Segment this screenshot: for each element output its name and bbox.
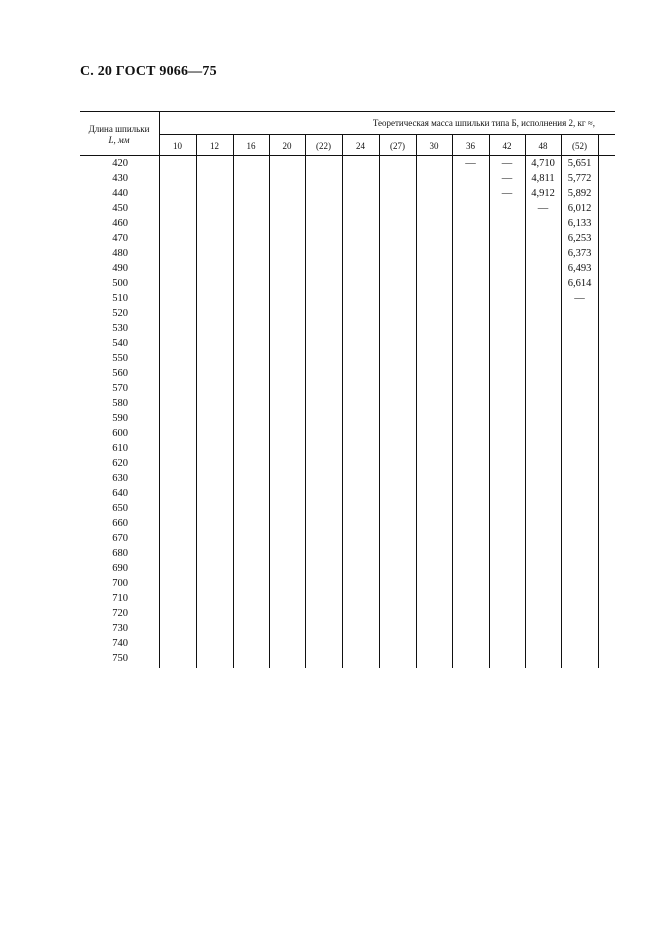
- column-rule: [598, 134, 599, 668]
- column-header: 48: [538, 141, 548, 151]
- row-length-label: 640: [112, 488, 128, 499]
- row-length-label: 500: [112, 278, 128, 289]
- row-length-label: 430: [112, 173, 128, 184]
- row-length-label: 550: [112, 353, 128, 364]
- row-length-label: 570: [112, 383, 128, 394]
- column-rule: [159, 111, 160, 668]
- row-length-label: 480: [112, 248, 128, 259]
- row-length-label: 730: [112, 623, 128, 634]
- row-length-label: 490: [112, 263, 128, 274]
- table-cell: 6,133: [567, 218, 592, 229]
- column-rule: [452, 134, 453, 668]
- row-length-label: 630: [112, 473, 128, 484]
- column-rule: [342, 134, 343, 668]
- page-header: С. 20 ГОСТ 9066—75: [80, 64, 217, 79]
- row-length-label: 530: [112, 323, 128, 334]
- header-bottom-rule: [80, 155, 615, 156]
- table-cell: 4,811: [531, 173, 555, 184]
- row-length-label: 680: [112, 548, 128, 559]
- column-rule: [525, 134, 526, 668]
- column-rule: [269, 134, 270, 668]
- row-length-label: 600: [112, 428, 128, 439]
- row-header-line2: L, мм: [108, 135, 130, 145]
- row-length-label: 650: [112, 503, 128, 514]
- row-length-label: 610: [112, 443, 128, 454]
- table-cell: —: [501, 158, 513, 169]
- row-length-label: 690: [112, 563, 128, 574]
- row-length-label: 660: [112, 518, 128, 529]
- row-length-label: 620: [112, 458, 128, 469]
- table-cell: —: [537, 203, 549, 214]
- table-cell: 6,012: [567, 203, 592, 214]
- table-top-rule: [80, 111, 615, 112]
- row-length-label: 450: [112, 203, 128, 214]
- column-header: (52): [572, 141, 587, 151]
- row-length-label: 580: [112, 398, 128, 409]
- row-length-label: 720: [112, 608, 128, 619]
- row-length-label: 750: [112, 653, 128, 664]
- column-header: 24: [356, 141, 365, 151]
- column-header: 12: [210, 141, 219, 151]
- column-rule: [196, 134, 197, 668]
- table-cell: —: [501, 173, 513, 184]
- row-length-label: 520: [112, 308, 128, 319]
- column-header: 10: [173, 141, 182, 151]
- table-cell: 5,892: [567, 188, 592, 199]
- column-rule: [561, 134, 562, 668]
- table-cell: —: [574, 293, 585, 304]
- row-length-label: 470: [112, 233, 128, 244]
- table-cell: 4,710: [531, 158, 555, 169]
- column-rule: [233, 134, 234, 668]
- row-length-label: 510: [112, 293, 128, 304]
- row-length-label: 420: [112, 158, 128, 169]
- table-cell: —: [465, 158, 476, 169]
- row-length-label: 560: [112, 368, 128, 379]
- table-cell: 6,493: [567, 263, 592, 274]
- group-header: Теоретическая масса шпильки типа Б, исполнения 2, кг ≈,: [372, 118, 595, 128]
- column-header: 16: [246, 141, 256, 151]
- row-header-line1: Длина шпильки: [88, 124, 150, 134]
- table-cell: 6,373: [567, 248, 592, 259]
- row-length-label: 700: [112, 578, 128, 589]
- column-header: 42: [502, 141, 512, 151]
- column-rule: [416, 134, 417, 668]
- column-header: 20: [282, 141, 292, 151]
- table-cell: 6,614: [567, 278, 592, 289]
- table-cell: 5,651: [567, 158, 592, 169]
- row-length-label: 740: [112, 638, 128, 649]
- column-header: (22): [316, 141, 331, 151]
- column-rule: [379, 134, 380, 668]
- table-cell: 6,253: [567, 233, 592, 244]
- column-header: 36: [466, 141, 475, 151]
- subheader-rule: [159, 134, 615, 135]
- row-length-label: 460: [112, 218, 128, 229]
- row-length-label: 710: [112, 593, 128, 604]
- table-cell: —: [501, 188, 513, 199]
- table-cell: 4,912: [531, 188, 555, 199]
- row-length-label: 670: [112, 533, 128, 544]
- column-header: 30: [429, 141, 439, 151]
- table-cell: 5,772: [567, 173, 592, 184]
- row-length-label: 540: [112, 338, 128, 349]
- row-length-label: 440: [112, 188, 128, 199]
- column-rule: [489, 134, 490, 668]
- column-rule: [305, 134, 306, 668]
- row-length-label: 590: [112, 413, 128, 424]
- column-header: (27): [390, 141, 405, 151]
